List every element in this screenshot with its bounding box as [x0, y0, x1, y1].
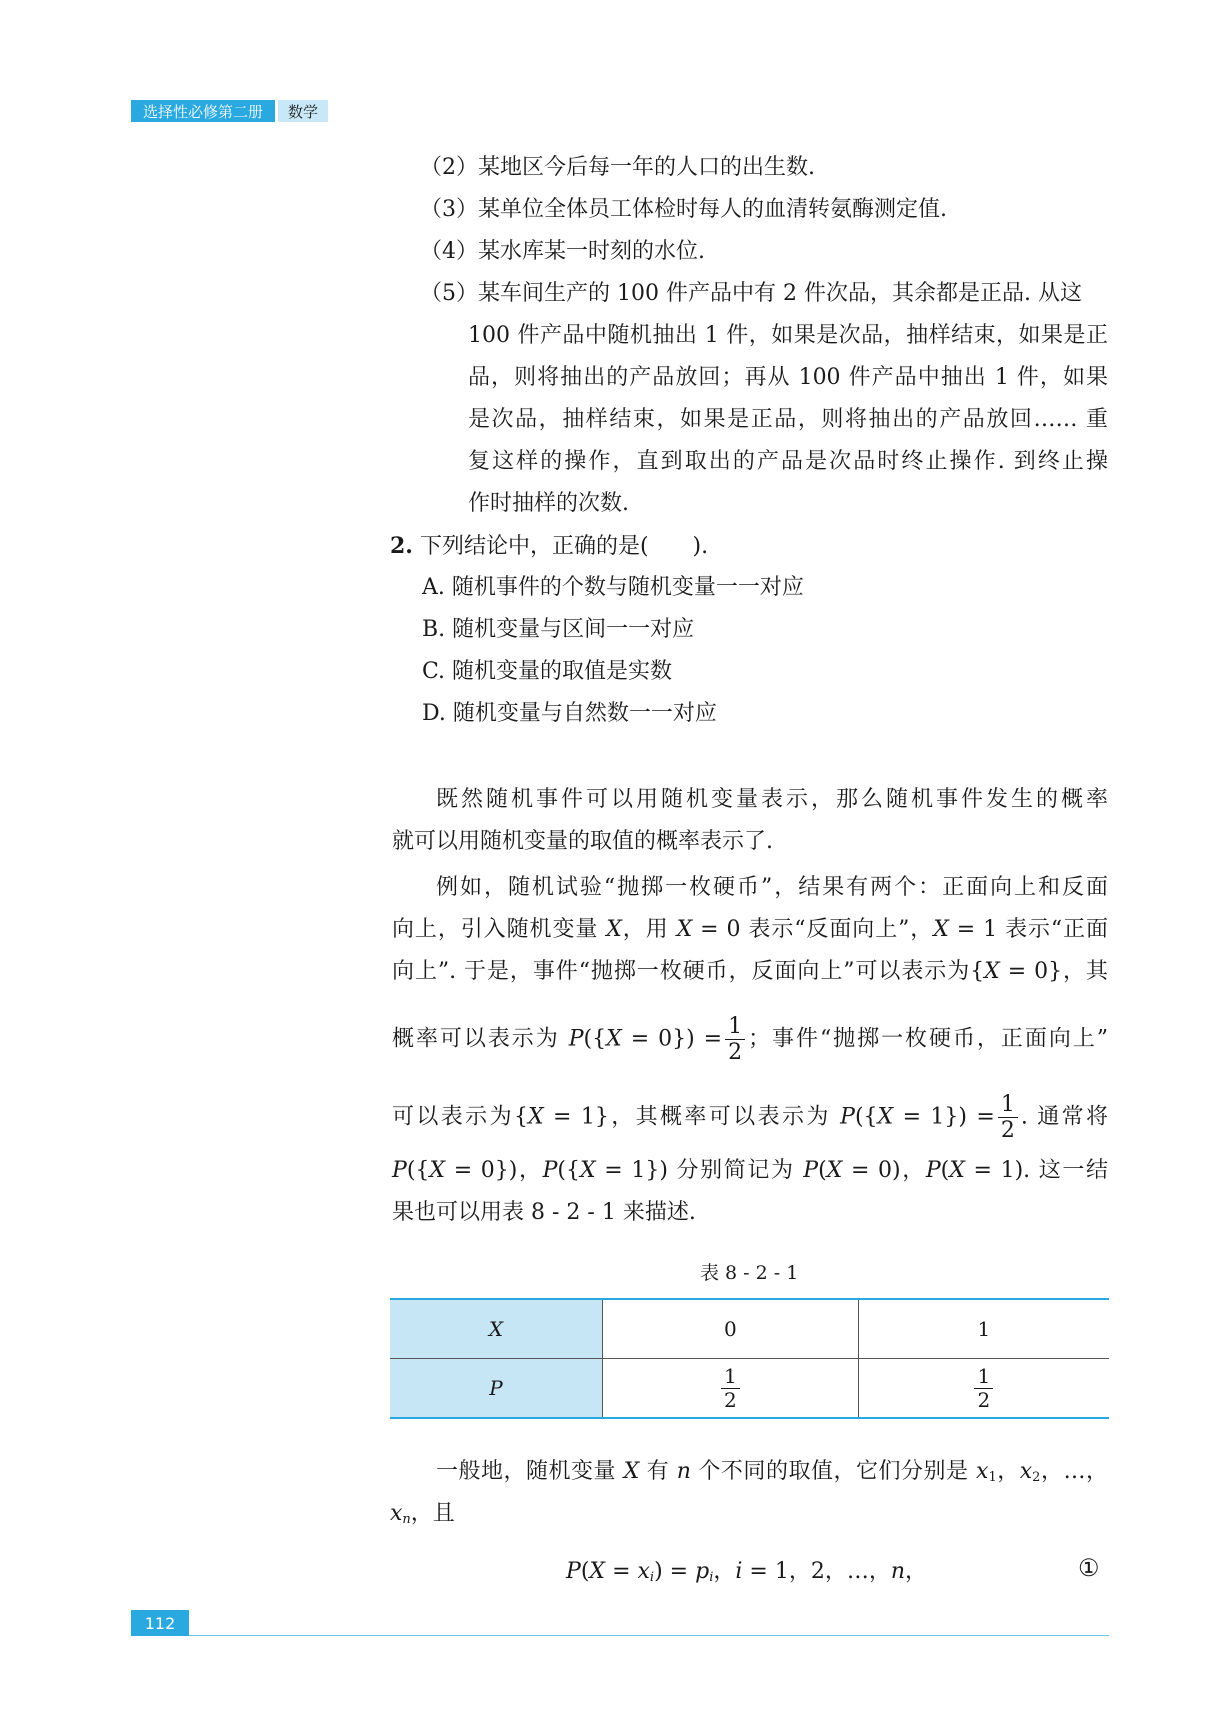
paragraph-line: 概率可以表示为 P({X = 0}) = $\frac{1}{2}$ ；事件“抛掷一枚硬币，正面向上” [392, 1014, 1108, 1066]
row-header-p: P [390, 1359, 603, 1419]
question-stem: 下列结论中，正确的是( ). [419, 534, 709, 559]
paragraph-line: 就可以用随机变量的取值的概率表示了. [392, 829, 773, 854]
option-b: B. 随机变量与区间一一对应 [422, 617, 695, 642]
formula-distribution: $P(X = x_i) = p_i$，i = 1，2，…，n， [566, 1559, 928, 1585]
table-cell [858, 1359, 1109, 1419]
fraction-one-half: $\frac{1}{2}$ [721, 1366, 740, 1411]
distribution-table [390, 1298, 1109, 1419]
fraction-one-half: $\frac{1}{2}$ [998, 1093, 1018, 1142]
item-number: （3） [420, 197, 478, 222]
paragraph-line: P({X = 0})，P({X = 1}) 分别简记为 P(X = 0)，P(X = 1). 这一结 [392, 1158, 1109, 1183]
variable: X [606, 917, 622, 942]
option-c: C. 随机变量的取值是实数 [422, 659, 673, 684]
item-text: 某地区今后每一年的人口的出生数. [478, 155, 815, 180]
variable: P [803, 1158, 819, 1183]
running-header [131, 100, 328, 122]
paragraph-line: $x_n$，且 [390, 1501, 455, 1527]
item-number: （2） [420, 155, 478, 180]
variable: X [877, 1104, 894, 1130]
table-cell: 0 [603, 1299, 859, 1359]
variable: x [390, 1501, 403, 1526]
item-text: 某单位全体员工体检时每人的血清转氨酶测定值. [478, 197, 947, 222]
item-text: 某车间生产的 100 件产品中有 2 件次品，其余都是正品. 从这 [478, 281, 1082, 306]
variable: P [542, 1158, 558, 1183]
paragraph-line: 例如，随机试验“抛掷一枚硬币”，结果有两个：正面向上和反面 [436, 875, 1108, 900]
footer-rule [189, 1635, 1109, 1636]
item-number: （5） [420, 281, 478, 306]
exercise-item-4 [420, 237, 705, 267]
paragraph-line: 向上，引入随机变量 X，用 X = 0 表示“反面向上”，X = 1 表示“正面 [392, 917, 1108, 942]
page-number: 112 [131, 1610, 189, 1636]
item5-line: 复这样的操作，直到取出的产品是次品时终止操作. 到终止操 [468, 449, 1108, 474]
exercise-item-5 [420, 279, 1082, 309]
paragraph-line: 果也可以用表 8 - 2 - 1 来描述. [392, 1200, 696, 1225]
variable: X [933, 917, 949, 942]
variable: X [984, 959, 1000, 984]
table-cell: 1 [858, 1299, 1109, 1359]
item-number: （4） [420, 239, 478, 264]
variable: x [976, 1459, 989, 1484]
variable: X [606, 1026, 622, 1052]
variable: x [1019, 1459, 1033, 1484]
table-row [390, 1359, 1109, 1419]
paragraph-line: 一般地，随机变量 X 有 n 个不同的取值，它们分别是 $x_1$，$x_2$，…， [436, 1459, 1108, 1485]
option-a: A. 随机事件的个数与随机变量一一对应 [422, 575, 804, 600]
variable: X [676, 917, 693, 942]
variable: P [392, 1158, 407, 1183]
variable: X [429, 1158, 446, 1183]
variable: n [676, 1459, 691, 1484]
variable: P [568, 1026, 584, 1052]
variable: X [949, 1158, 965, 1183]
paragraph-line: 既然随机事件可以用随机变量表示，那么随机事件发生的概率 [436, 787, 1108, 812]
exercise-item-3 [420, 195, 947, 225]
variable: X [579, 1158, 596, 1183]
book-title: 选择性必修第二册 [131, 100, 275, 122]
variable: X [826, 1158, 843, 1183]
item5-line: 品，则将抽出的产品放回；再从 100 件产品中抽出 1 件，如果 [468, 365, 1108, 390]
item5-line: 是次品，抽样结束，如果是正品，则将抽出的产品放回…… 重 [468, 407, 1108, 432]
table-cell [603, 1359, 859, 1419]
variable: X [623, 1459, 640, 1484]
item-text: 某水库某一时刻的水位. [478, 239, 705, 264]
question-number: 2. [390, 533, 413, 559]
subject-label: 数学 [278, 100, 328, 122]
question-2 [390, 531, 708, 562]
item5-line: 100 件产品中随机抽出 1 件，如果是次品，抽样结束，如果是正 [468, 323, 1108, 348]
option-d: D. 随机变量与自然数一一对应 [422, 701, 717, 726]
variable: X [527, 1104, 544, 1130]
row-header-x: X [390, 1299, 603, 1359]
equation-number: ① [1078, 1554, 1100, 1582]
fraction-one-half: $\frac{1}{2}$ [725, 1015, 745, 1064]
paragraph-line: 向上”. 于是，事件“抛掷一枚硬币，反面向上”可以表示为{X = 0}，其 [392, 959, 1108, 984]
table-row [390, 1299, 1109, 1359]
fraction-one-half: $\frac{1}{2}$ [974, 1366, 993, 1411]
variable: P [840, 1104, 855, 1130]
exercise-item-2 [420, 153, 815, 183]
item5-line: 作时抽样的次数. [468, 491, 629, 516]
variable: P [925, 1158, 941, 1183]
paragraph-line: 可以表示为{X = 1}，其概率可以表示为 P({X = 1}) = $\frac{1}{2}$ . 通常将 [392, 1092, 1108, 1144]
table-caption: 表 8 - 2 - 1 [700, 1262, 799, 1284]
